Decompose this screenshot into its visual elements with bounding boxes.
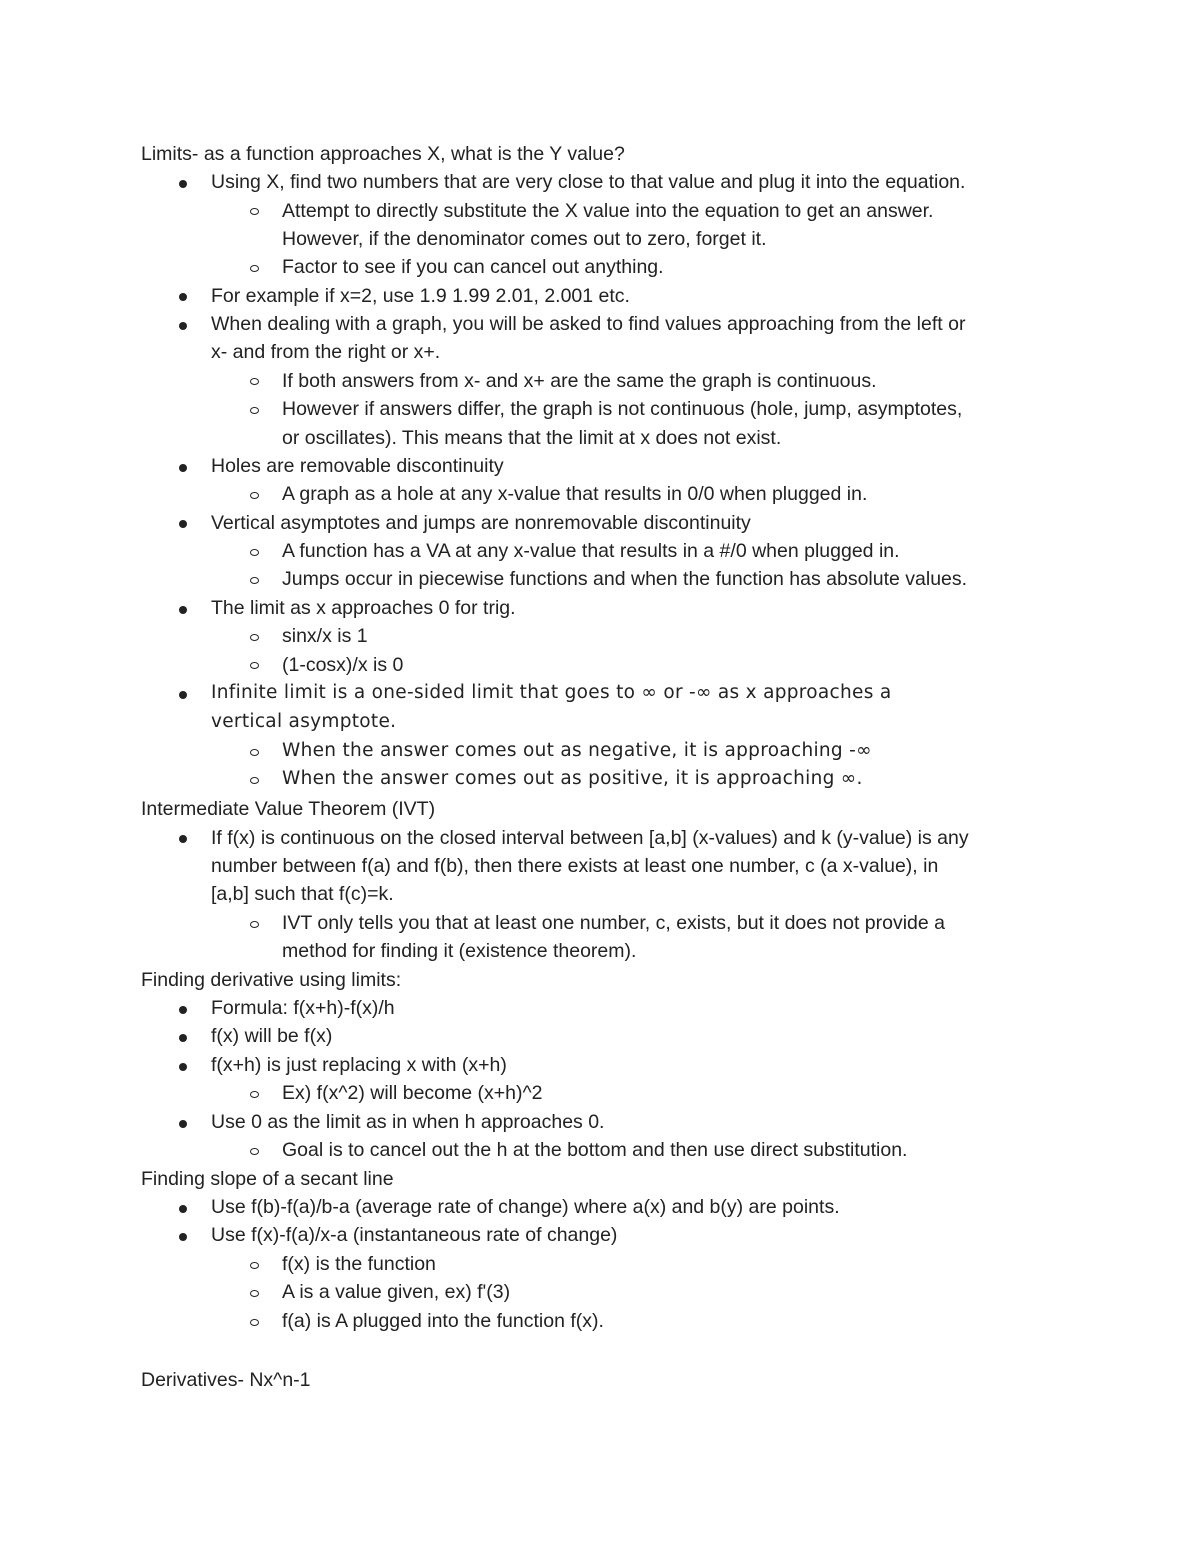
- section-heading-limits: Limits- as a function approaches X, what is the Y value?: [141, 143, 625, 165]
- section-heading-secant-line: Finding slope of a secant line: [141, 1168, 394, 1190]
- list-item: Use f(b)-f(a)/b-a (average rate of change) where a(x) and b(y) are points.: [211, 1196, 840, 1218]
- circle-bullet-icon: [250, 662, 259, 669]
- list-item: When dealing with a graph, you will be asked to find values approaching from the left or: [211, 313, 966, 335]
- circle-bullet-icon: [250, 1290, 259, 1297]
- circle-bullet-icon: [250, 749, 259, 756]
- sub-list-item: sinx/x is 1: [282, 625, 368, 647]
- sub-list-item: IVT only tells you that at least one number, c, exists, but it does not provide a: [282, 912, 946, 934]
- sub-list-item: (1-cosx)/x is 0: [282, 654, 404, 676]
- bullet-icon: [179, 1233, 187, 1241]
- sub-list-item-continued: However, if the denominator comes out to zero, forget it.: [282, 228, 767, 250]
- circle-bullet-icon: [250, 1262, 259, 1269]
- sub-list-item: Ex) f(x^2) will become (x+h)^2: [282, 1082, 543, 1104]
- circle-bullet-icon: [250, 208, 259, 215]
- circle-bullet-icon: [250, 378, 259, 385]
- circle-bullet-icon: [250, 921, 259, 928]
- sub-list-item: A graph as a hole at any x-value that results in 0/0 when plugged in.: [282, 483, 868, 505]
- sub-list-item: If both answers from x- and x+ are the same the graph is continuous.: [282, 370, 877, 392]
- sub-list-item: Goal is to cancel out the h at the bottom and then use direct substitution.: [282, 1139, 908, 1161]
- list-item: f(x+h) is just replacing x with (x+h): [211, 1054, 507, 1076]
- list-item-continued: x- and from the right or x+.: [211, 341, 441, 363]
- sub-list-item: f(x) is the function: [282, 1253, 436, 1275]
- section-heading-derivatives: Derivatives- Nx^n-1: [141, 1369, 311, 1391]
- bullet-icon: [179, 1034, 187, 1042]
- circle-bullet-icon: [250, 1091, 259, 1098]
- bullet-icon: [179, 1120, 187, 1128]
- bullet-icon: [179, 1205, 187, 1213]
- bullet-icon: [179, 1063, 187, 1071]
- bullet-icon: [179, 293, 187, 301]
- bullet-icon: [179, 835, 187, 843]
- circle-bullet-icon: [250, 265, 259, 272]
- list-item: Use 0 as the limit as in when h approaches 0.: [211, 1111, 605, 1133]
- sub-list-item-continued: or oscillates). This means that the limit at x does not exist.: [282, 427, 782, 449]
- sub-list-item: A is a value given, ex) f'(3): [282, 1281, 511, 1303]
- circle-bullet-icon: [250, 577, 259, 584]
- list-item: f(x) will be f(x): [211, 1025, 333, 1047]
- bullet-icon: [179, 520, 187, 528]
- sub-list-item: Attempt to directly substitute the X value into the equation to get an answer.: [282, 200, 934, 222]
- section-heading-derivative-limits: Finding derivative using limits:: [141, 969, 402, 991]
- list-item-continued: vertical asymptote.: [211, 711, 397, 732]
- bullet-icon: [179, 691, 187, 699]
- bullet-icon: [179, 180, 187, 188]
- sub-list-item: However if answers differ, the graph is not continuous (hole, jump, asymptotes,: [282, 398, 963, 420]
- circle-bullet-icon: [250, 1148, 259, 1155]
- list-item-continued: number between f(a) and f(b), then there exists at least one number, c (a x-value), in: [211, 855, 939, 877]
- circle-bullet-icon: [250, 407, 259, 414]
- list-item: Use f(x)-f(a)/x-a (instantaneous rate of change): [211, 1224, 618, 1246]
- list-item-continued: [a,b] such that f(c)=k.: [211, 883, 394, 905]
- bullet-icon: [179, 1006, 187, 1014]
- list-item: For example if x=2, use 1.9 1.99 2.01, 2.001 etc.: [211, 285, 630, 307]
- circle-bullet-icon: [250, 492, 259, 499]
- circle-bullet-icon: [250, 777, 259, 784]
- sub-list-item: When the answer comes out as positive, it is approaching ∞.: [282, 768, 863, 789]
- list-item: Vertical asymptotes and jumps are nonremovable discontinuity: [211, 512, 751, 534]
- bullet-icon: [179, 464, 187, 472]
- list-item: If f(x) is continuous on the closed interval between [a,b] (x-values) and k (y-value) is any: [211, 827, 969, 849]
- sub-list-item: Jumps occur in piecewise functions and when the function has absolute values.: [282, 568, 968, 590]
- circle-bullet-icon: [250, 634, 259, 641]
- sub-list-item: A function has a VA at any x-value that results in a #/0 when plugged in.: [282, 540, 900, 562]
- sub-list-item-continued: method for finding it (existence theorem).: [282, 940, 637, 962]
- sub-list-item: Factor to see if you can cancel out anything.: [282, 256, 664, 278]
- list-item: Holes are removable discontinuity: [211, 455, 504, 477]
- sub-list-item: f(a) is A plugged into the function f(x).: [282, 1310, 604, 1332]
- sub-list-item: When the answer comes out as negative, it is approaching -∞: [282, 740, 872, 761]
- bullet-icon: [179, 606, 187, 614]
- circle-bullet-icon: [250, 1319, 259, 1326]
- list-item: Using X, find two numbers that are very close to that value and plug it into the equation.: [211, 171, 966, 193]
- list-item: Infinite limit is a one-sided limit that goes to ∞ or -∞ as x approaches a: [211, 682, 892, 703]
- list-item: Formula: f(x+h)-f(x)/h: [211, 997, 395, 1019]
- section-heading-ivt: Intermediate Value Theorem (IVT): [141, 798, 436, 820]
- list-item: The limit as x approaches 0 for trig.: [211, 597, 516, 619]
- bullet-icon: [179, 322, 187, 330]
- circle-bullet-icon: [250, 549, 259, 556]
